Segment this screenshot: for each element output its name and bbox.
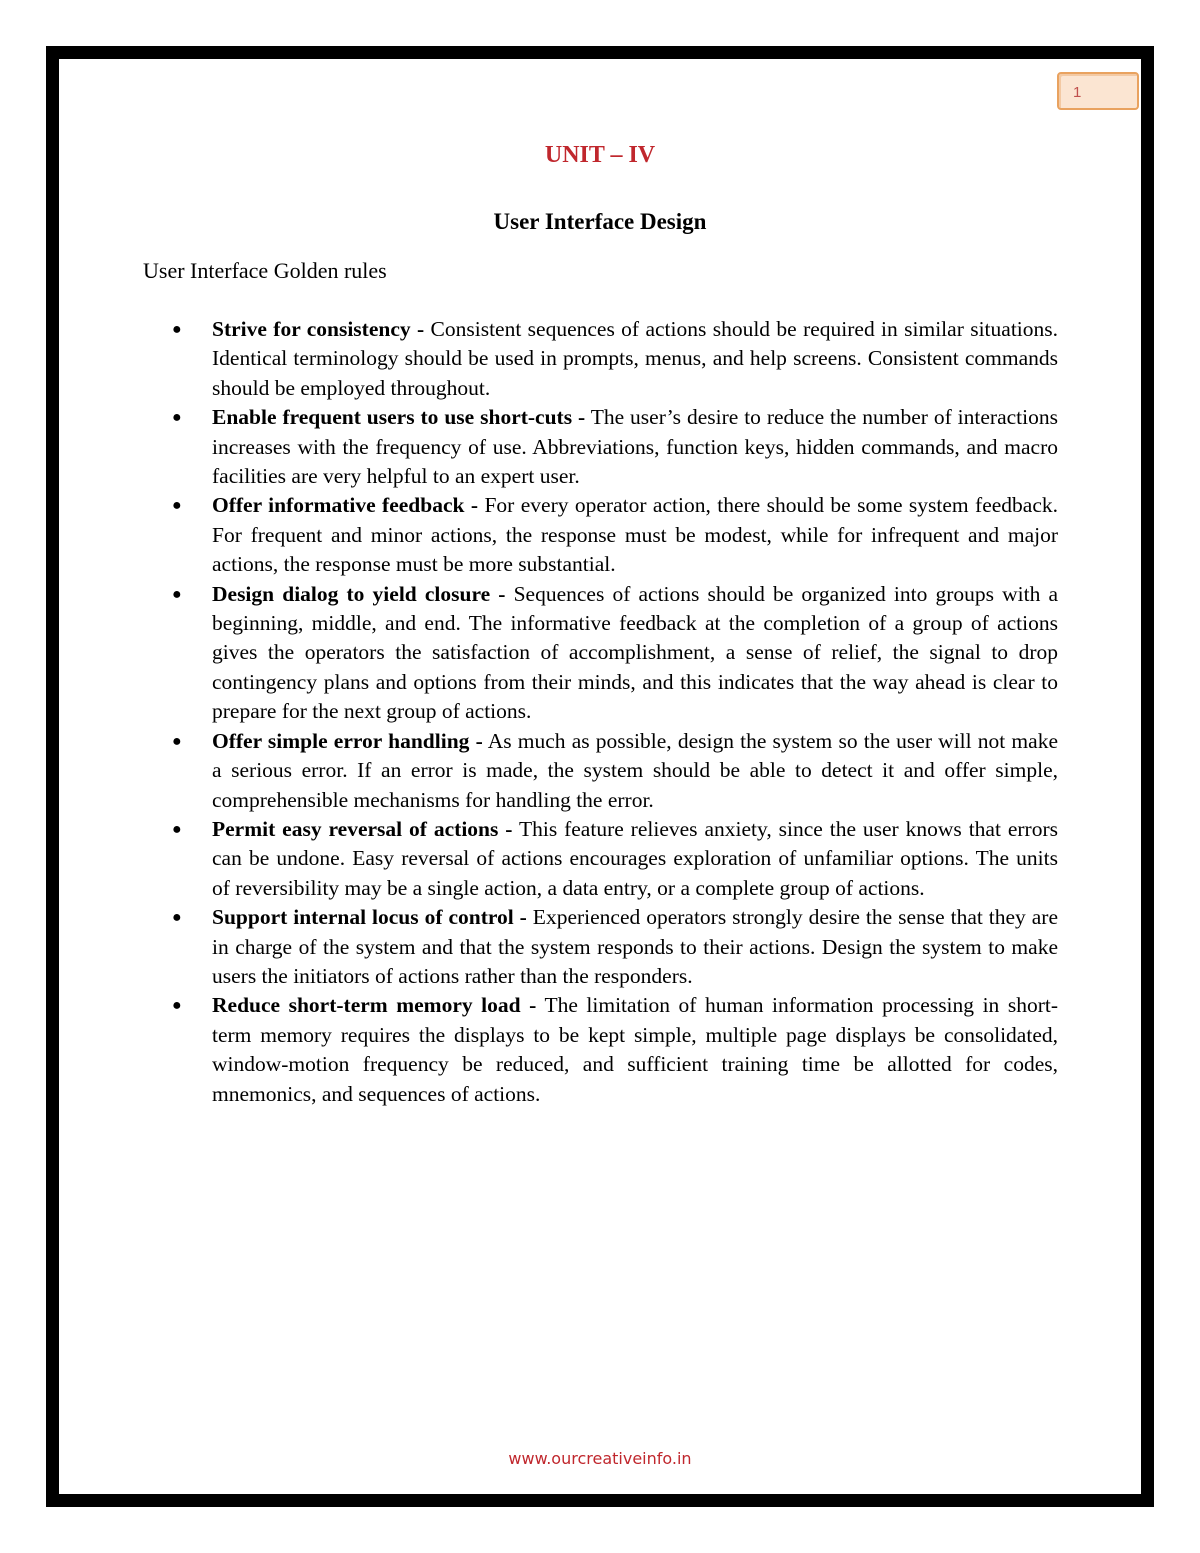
rule-text: The limitation of human information processing in short-term memory requires the displays to be kept simple, multiple page displays be consolidated, window-motion frequency be reduced, and sufficient training time be allotted for codes, mnemonics, and sequences of actions. <box>212 993 1058 1106</box>
rule-text: For every operator action, there should be some system feedback. For frequent and minor actions, the response must be modest, while for infrequent and major actions, the response must be more substantial. <box>212 493 1059 577</box>
rule-text: Sequences of actions should be organized into groups with a beginning, middle, and end. The informative feedback at the completion of a group of actions gives the operators the satisfaction of accomplishment, a sense of relief, the signal to drop contingency plans and options from their minds, and this indicates that the way ahead is clear to prepare for the next group of actions. <box>212 581 1058 724</box>
list-item <box>172 903 1059 991</box>
rule-title: Support internal locus of control - <box>212 905 527 930</box>
rule-text: Consistent sequences of actions should be required in similar situations. Identical terminology should be used in prompts, menus, and help screens. Consistent commands should be employed throughout. <box>212 317 1059 400</box>
bullet-icon: ● <box>172 820 182 838</box>
list-item <box>172 991 1058 1109</box>
bullet-icon: ● <box>172 997 182 1015</box>
list-item <box>172 491 1059 579</box>
bullet-icon: ● <box>172 409 182 427</box>
bullet-icon: ● <box>172 497 182 515</box>
golden-rules-list <box>172 315 1059 1109</box>
list-item <box>172 727 1058 815</box>
unit-title: UNIT – IV <box>544 142 656 168</box>
rule-title: Offer informative feedback - <box>212 493 479 518</box>
list-item <box>172 815 1058 903</box>
rule-title: Strive for consistency - <box>212 317 425 341</box>
rule-title: Design dialog to yield closure - <box>212 581 506 606</box>
section-intro: User Interface Golden rules <box>143 258 387 283</box>
rule-text: The user’s desire to reduce the number of interactions increases with the frequency of use. Abbreviations, function keys, hidden commands, and macro facilities are very helpful to an expert user. <box>212 405 1058 489</box>
rule-text: As much as possible, design the system so the user will not make a serious error. If an error is made, the system should be able to detect it and offer simple, comprehensible mechanisms for handling the error. <box>212 728 1058 812</box>
bullet-icon: ● <box>172 732 182 750</box>
page-number-badge <box>1057 72 1139 110</box>
list-item <box>172 315 1059 403</box>
rule-title: Offer simple error handling - <box>212 728 483 753</box>
document-title: User Interface Design <box>493 209 707 234</box>
rule-text: Experienced operators strongly desire the sense that they are in charge of the system and that the system responds to their actions. Design the system to make users the initiators of actions rather than the responders. <box>212 905 1059 988</box>
rule-text: This feature relieves anxiety, since the user knows that errors can be undone. Easy reversal of actions encourages exploration of unfamiliar options. The units of reversibility may be a single action, a data entry, or a complete group of actions. <box>212 816 1058 900</box>
rule-title: Reduce short-term memory load - <box>212 993 537 1018</box>
rule-title: Enable frequent users to use short-cuts - <box>212 405 586 430</box>
list-item <box>172 403 1058 491</box>
rule-title: Permit easy reversal of actions - <box>212 816 513 841</box>
bullet-icon: ● <box>172 321 182 338</box>
list-item <box>172 580 1058 727</box>
footer-website-link[interactable]: www.ourcreativeinfo.in <box>508 1449 692 1468</box>
bullet-icon: ● <box>172 909 182 927</box>
bullet-icon: ● <box>172 585 182 603</box>
page-number: 1 <box>1073 84 1082 101</box>
